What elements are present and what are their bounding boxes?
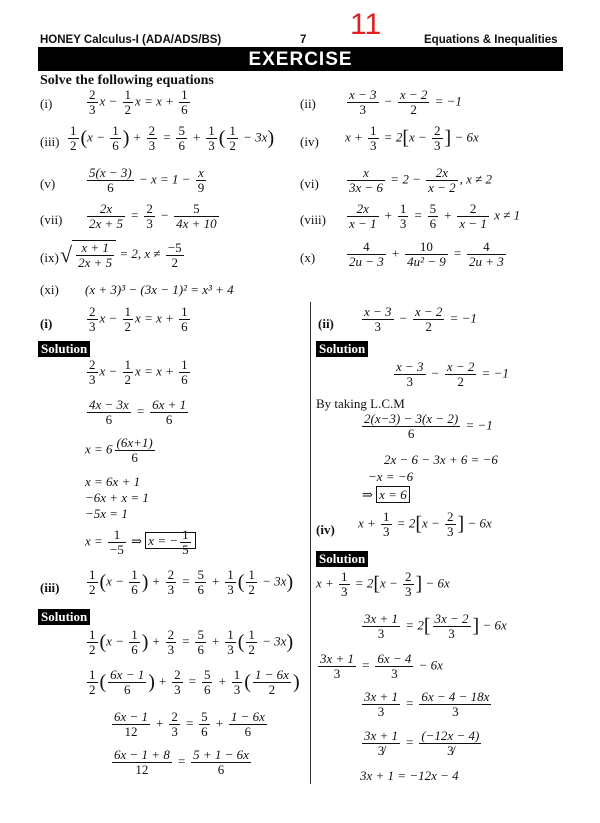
label-x: (x) bbox=[300, 250, 316, 265]
solution-label-iii: (iii) bbox=[40, 580, 60, 595]
equation-i: $\frac{2}{3}$ x − $\frac{1}{2}$ x = x + $\frac{1}{6}$ bbox=[89, 87, 188, 117]
solution-iii-problem: $\frac{1}{2}$ (x − $\frac{1}{6}$ ) + $\frac{2}{3}$ = $\frac{5}{6}$ + $\frac{1}{3}$ ( $\frac{1}{2}$ − 3x) bbox=[89, 567, 294, 597]
solution-ii-problem: $\frac{x - 3}{3}$ − $\frac{x - 2}{2}$ = −1 bbox=[364, 304, 477, 334]
implies-ii: ⇒ bbox=[362, 487, 373, 502]
solution-ii-step4: −x = −6 bbox=[368, 469, 414, 484]
label-v: (v) bbox=[40, 176, 56, 191]
solution-badge-i: Solution bbox=[38, 341, 90, 357]
label-vi: (vi) bbox=[300, 176, 319, 191]
label-iii: (iii) bbox=[40, 134, 60, 149]
label-xi: (xi) bbox=[40, 282, 59, 297]
solution-i-step4: x = 6x + 1 bbox=[85, 474, 141, 489]
label-vii: (vii) bbox=[40, 212, 63, 227]
equation-iii: $\frac{1}{2}$ (x − $\frac{1}{6}$ ) + $\frac{2}{3}$ = $\frac{5}{6}$ + $\frac{1}{3}$ ( $\frac{1}{2}$ − 3x) bbox=[70, 123, 275, 153]
viii-condition: x ≠ 1 bbox=[494, 207, 521, 223]
equation-ix: √ $\frac{x + 1}{2x + 5}$ = 2, x ≠ $\frac{-5}{2}$ bbox=[60, 239, 182, 270]
equation-x: $\frac{4}{2u - 3}$ + $\frac{10}{\text{4u² − 9}}$ = $\frac{4}{2u + 3}$ bbox=[349, 239, 504, 269]
label-i: (i) bbox=[40, 96, 53, 111]
ix-condition: , x ≠ bbox=[137, 245, 161, 261]
solution-i-step6: −5x = 1 bbox=[85, 506, 128, 521]
solution-badge-iv: Solution bbox=[316, 551, 368, 567]
solution-i-step5: −6x + x = 1 bbox=[85, 490, 149, 505]
solution-i-step1: $\frac{2}{3}$ x − $\frac{1}{2}$ x = x + $\frac{1}{6}$ bbox=[89, 357, 188, 387]
book-title: HONEY Calculus-I (ADA/ADS/BS) bbox=[40, 34, 222, 46]
exercise-banner: EXERCISE bbox=[38, 49, 563, 71]
solution-iii-step2: $\frac{1}{2}$ ( $\frac{6x - 1}{6}$ ) + $\frac{2}{3}$ = $\frac{5}{6}$ + $\frac{1}{3}$ ( $\frac{1 - 6x}{2}$ ) bbox=[89, 667, 300, 697]
solution-ii-step1: $\frac{x - 3}{3}$ − $\frac{x - 2}{2}$ = −1 bbox=[396, 359, 509, 389]
chapter-title: Equations & Inequalities bbox=[424, 34, 558, 46]
instruction-heading: Solve the following equations bbox=[40, 73, 214, 88]
solution-i-answer: x = $\frac{1}{-5}$ ⇒ x = − $\frac{1}{5}$ bbox=[85, 528, 196, 557]
ix-rhs: = 2 bbox=[119, 245, 138, 261]
equation-vii: $\frac{2x}{2x + 5}$ = $\frac{2}{3}$ − $\frac{5}{4x + 10}$ bbox=[89, 201, 217, 231]
label-ix: (ix) bbox=[40, 250, 59, 265]
solution-iii-step4: $\frac{6x - 1 + 8}{12}$ = $\frac{5 + 1 - 6x}{6}$ bbox=[114, 747, 249, 777]
solution-iv-step6: 3x + 1 = −12x − 4 bbox=[360, 768, 459, 783]
solution-iii-step3: $\frac{6x - 1}{12}$ + $\frac{2}{3}$ = $\frac{5}{6}$ + $\frac{1 - 6x}{6}$ bbox=[114, 709, 265, 739]
implies: ⇒ bbox=[131, 533, 143, 549]
label-ii: (ii) bbox=[300, 96, 316, 111]
solution-badge-ii: Solution bbox=[316, 341, 368, 357]
label-viii: (viii) bbox=[300, 212, 326, 227]
solution-iii-step1: $\frac{1}{2}$ (x − $\frac{1}{6}$ ) + $\frac{2}{3}$ = $\frac{5}{6}$ + $\frac{1}{3}$ ( $\frac{1}{2}$ − 3x) bbox=[89, 627, 294, 657]
equation-iv: x + $\frac{1}{3}$ = 2[x − $\frac{2}{3}$ ] − 6x bbox=[345, 123, 479, 153]
solution-iv-step5: $\frac{3x + 1}{3̸}$ = $\frac{(-12x - 4)}{3̸}$ bbox=[364, 728, 480, 758]
solution-iv-step3: $\frac{3x + 1}{3}$ = $\frac{6x - 4}{3}$ − 6x bbox=[320, 651, 443, 681]
lcm-note: By taking L.C.M bbox=[316, 396, 405, 411]
solution-ii-step3: 2x − 6 − 3x + 6 = −6 bbox=[384, 452, 498, 467]
solution-iv-step4: $\frac{3x + 1}{3}$ = $\frac{6x - 4 - 18x}{3}$ bbox=[364, 689, 490, 719]
equation-v: $\frac{5(x - 3)}{6}$ − x = 1 − $\frac{x}{9}$ bbox=[89, 165, 205, 195]
solution-label-ii: (ii) bbox=[318, 316, 334, 331]
label-iv: (iv) bbox=[300, 134, 319, 149]
column-divider bbox=[310, 302, 311, 784]
solution-i-step2: $\frac{4x - 3x}{6}$ = $\frac{6x + 1}{6}$ bbox=[89, 397, 187, 427]
solution-iv-step2: $\frac{3x + 1}{3}$ = 2[ $\frac{3x - 2}{3}$ ] − 6x bbox=[364, 611, 507, 641]
boxed-answer-ii: x = 6 bbox=[376, 486, 410, 503]
equation-ii: $\frac{x - 3}{3}$ − $\frac{x - 2}{2}$ = −1 bbox=[349, 87, 462, 117]
solution-badge-iii: Solution bbox=[38, 609, 90, 625]
equation-viii: $\frac{2x}{x - 1}$ + $\frac{1}{3}$ = $\frac{5}{6}$ + $\frac{2}{x - 1}$ x ≠ 1 bbox=[349, 201, 521, 231]
solution-i-step3: x = 6 $\frac{(6x+1)}{6}$ bbox=[85, 435, 153, 465]
solution-iv-step1: x + $\frac{1}{3}$ = 2[x − $\frac{2}{3}$ ] − 6x bbox=[316, 569, 450, 599]
solution-iv-problem: x + $\frac{1}{3}$ = 2[x − $\frac{2}{3}$ ] − 6x bbox=[358, 509, 492, 539]
solution-i-problem: $\frac{2}{3}$ x − $\frac{1}{2}$ x = x + $\frac{1}{6}$ bbox=[89, 304, 188, 334]
equation-xi: (x + 3)³ − (3x − 1)² = x³ + 4 bbox=[85, 282, 234, 297]
x-equals: x = bbox=[85, 533, 103, 549]
equation-vi: $\frac{x}{3x - 6}$ = 2 − $\frac{2x}{x - 2}$ , x ≠ 2 bbox=[349, 165, 493, 195]
solution-ii-step2: $\frac{2(x-3) - 3(x - 2)}{6}$ = −1 bbox=[364, 411, 493, 441]
solution-ii-answer bbox=[362, 487, 410, 503]
solution-label-iv: (iv) bbox=[316, 522, 335, 537]
page-number-large: 11 bbox=[350, 8, 382, 41]
page-number-small: 7 bbox=[300, 34, 307, 46]
solution-label-i: (i) bbox=[40, 316, 53, 331]
vi-condition: , x ≠ 2 bbox=[459, 171, 493, 187]
